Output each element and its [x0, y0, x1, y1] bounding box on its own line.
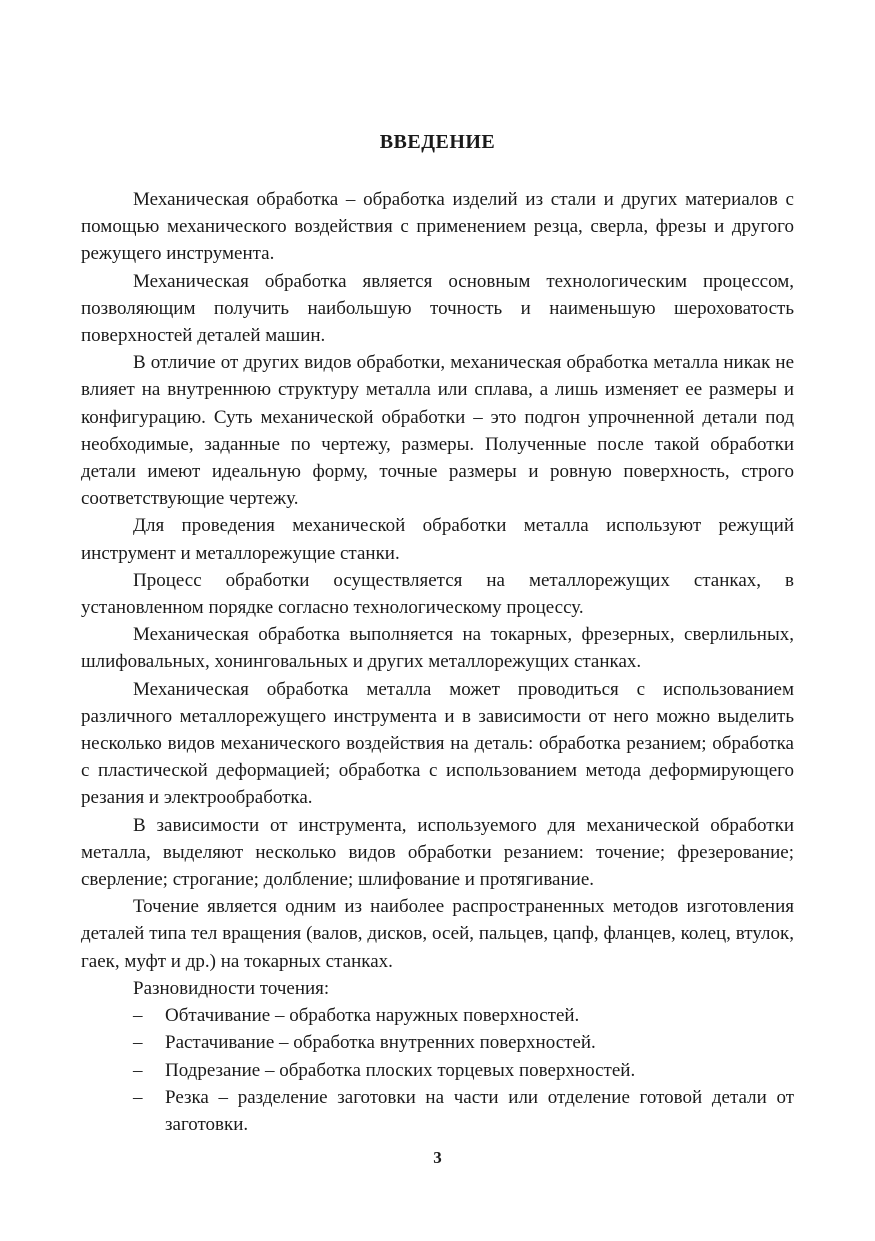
- list-item-text: Обтачивание – обработка наружных поверхностей.: [165, 1005, 580, 1027]
- dash-marker: –: [133, 1086, 143, 1108]
- page-number: 3: [433, 1148, 442, 1167]
- paragraph: Для проведения механической обработки металла используют режущий инструмент и металлорежущие станки.: [81, 515, 794, 564]
- document-page: [81, 0, 794, 1241]
- paragraph: В зависимости от инструмента, используемого для механической обработки металла, выделяют несколько видов обработки резанием: точение; фрезерование; сверление; строгание; долбление; шлифование и протягивание.: [81, 814, 794, 891]
- paragraph: Процесс обработки осуществляется на металлорежущих станках, в установленном порядке согласно технологическому процессу.: [81, 569, 794, 619]
- list-item-text: Растачивание – обработка внутренних поверхностей.: [165, 1032, 596, 1054]
- list-item-text: Резка – разделение заготовки на части или отделение готовой детали от заготовки.: [165, 1086, 794, 1135]
- paragraph: Механическая обработка является основным технологическим процессом, позволяющим получить наибольшую точность и наименьшую шероховатость поверхностей деталей машин.: [81, 270, 794, 347]
- list-item: [81, 1002, 794, 1029]
- paragraph: В отличие от других видов обработки, механическая обработка металла никак не влияет на внутреннюю структуру металла или сплава, а лишь изменяет ее размеры и конфигурацию. Суть механической обработки – это подгон упрочненной детали под необходимые, заданные по чертежу, размеры. Полученные после такой обработки детали имеют идеальную форму, точные размеры и ровную поверхность, строго соответствующие чертежу.: [81, 352, 794, 510]
- list-intro: Разновидности точения:: [133, 977, 330, 999]
- list-item-text: Подрезание – обработка плоских торцевых поверхностей.: [165, 1059, 636, 1081]
- dash-marker: –: [133, 1059, 143, 1081]
- turning-types-list: [81, 1002, 794, 1138]
- list-item: [81, 1029, 794, 1056]
- paragraph: Механическая обработка металла может проводиться с использованием различного металлорежущего инструмента и в зависимости от него можно выделить несколько видов механического воздействия на деталь: обработка резанием; обработка с пластической деформацией; обработка с использованием метода деформирующего резания и электрообработка.: [81, 678, 794, 809]
- dash-marker: –: [133, 1032, 143, 1054]
- paragraph: Механическая обработка – обработка изделий из стали и других материалов с помощью механического воздействия с применением резца, сверла, фрезы и другого режущего инструмента.: [81, 189, 794, 265]
- list-item: [81, 1084, 794, 1138]
- document-body: [81, 186, 794, 1138]
- page-title: ВВЕДЕНИЕ: [379, 131, 496, 153]
- dash-marker: –: [133, 1005, 143, 1027]
- paragraph: Механическая обработка выполняется на токарных, фрезерных, сверлильных, шлифовальных, хонинговальных и других металлорежущих станках.: [81, 624, 794, 673]
- paragraph: Точение является одним из наиболее распространенных методов изготовления деталей типа тел вращения (валов, дисков, осей, пальцев, цапф, фланцев, колец, втулок, гаек, муфт и др.) на токарных станках.: [81, 896, 794, 972]
- list-item: [81, 1057, 794, 1084]
